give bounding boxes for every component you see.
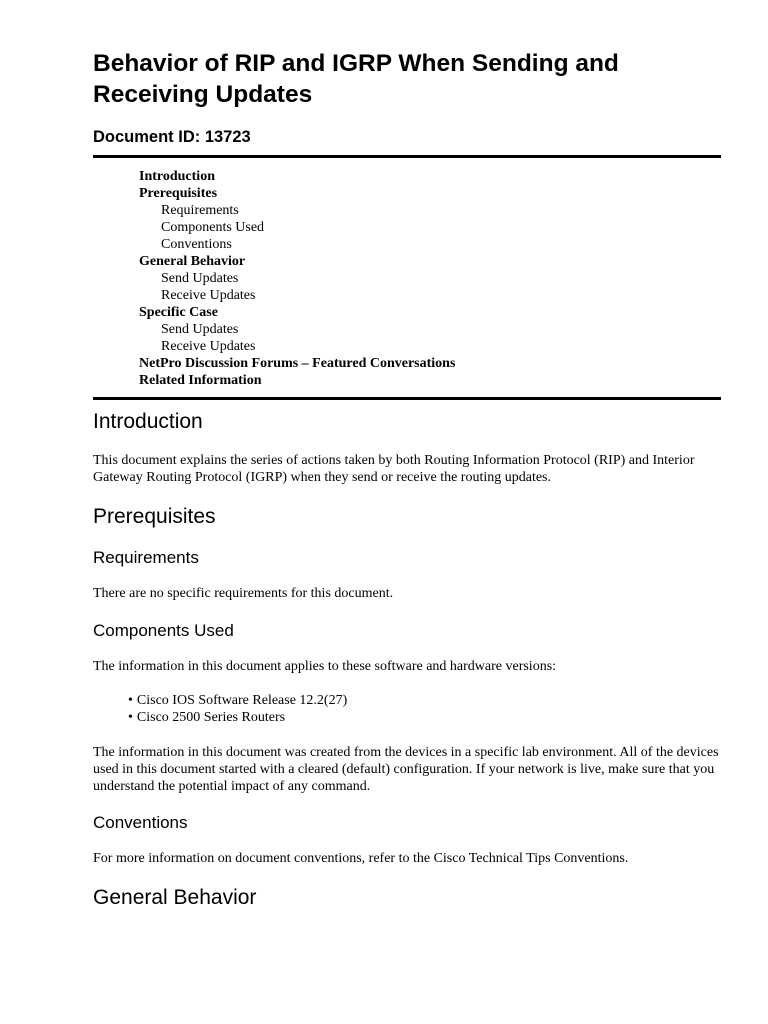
- toc-conventions[interactable]: Conventions: [161, 237, 232, 252]
- components-bullet-list: [128, 692, 347, 726]
- toc-netpro-forums[interactable]: NetPro Discussion Forums – Featured Conversations: [139, 356, 456, 371]
- toc-general-behavior[interactable]: General Behavior: [139, 254, 246, 269]
- subsection-heading-conventions: Conventions: [93, 813, 188, 832]
- list-item: • Cisco 2500 Series Routers: [128, 709, 347, 726]
- section-heading-general-behavior: General Behavior: [93, 886, 257, 909]
- section-heading-introduction: Introduction: [93, 410, 203, 433]
- introduction-paragraph: This document explains the series of actions taken by both Routing Information Protocol (RIP) and Interior Gateway Routing Protocol (IGRP) when they send or receive the routing updates.: [93, 453, 695, 485]
- toc-sc-receive-updates[interactable]: Receive Updates: [161, 339, 256, 354]
- toc-sc-send-updates[interactable]: Send Updates: [161, 322, 239, 337]
- top-divider: [93, 155, 721, 158]
- toc-gb-send-updates[interactable]: Send Updates: [161, 271, 239, 286]
- components-intro-paragraph: The information in this document applies to these software and hardware versions:: [93, 659, 557, 674]
- toc-bottom-divider: [93, 397, 721, 400]
- toc-components-used[interactable]: Components Used: [161, 220, 265, 235]
- toc-specific-case[interactable]: Specific Case: [139, 305, 218, 320]
- document-id: Document ID: 13723: [93, 128, 251, 146]
- list-item: • Cisco IOS Software Release 12.2(27): [128, 692, 347, 709]
- section-heading-prerequisites: Prerequisites: [93, 505, 216, 528]
- toc-introduction[interactable]: Introduction: [139, 169, 215, 184]
- document-title: Behavior of RIP and IGRP When Sending and Receiving Updates: [93, 50, 619, 108]
- requirements-paragraph: There are no specific requirements for this document.: [93, 586, 394, 601]
- toc-related-information[interactable]: Related Information: [139, 373, 262, 388]
- toc-gb-receive-updates[interactable]: Receive Updates: [161, 288, 256, 303]
- toc-requirements[interactable]: Requirements: [161, 203, 239, 218]
- table-of-contents: [139, 168, 455, 389]
- conventions-paragraph: For more information on document conventions, refer to the Cisco Technical Tips Conventions.: [93, 851, 629, 866]
- toc-prerequisites[interactable]: Prerequisites: [139, 186, 218, 201]
- subsection-heading-requirements: Requirements: [93, 548, 199, 567]
- document-page: [93, 48, 721, 909]
- subsection-heading-components-used: Components Used: [93, 621, 234, 640]
- components-lab-paragraph: The information in this document was created from the devices in a specific lab environment. All of the devices used in this document started with a cleared (default) configuration. If your network is live, make sure that you understand the potential impact of any command.: [93, 745, 719, 794]
